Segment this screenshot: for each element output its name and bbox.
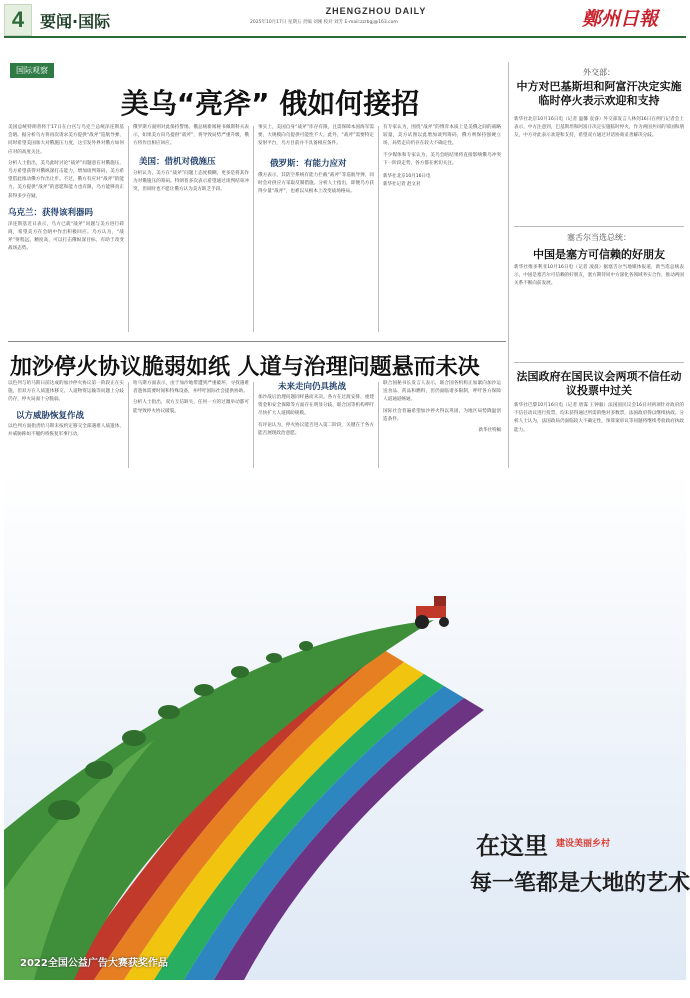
main-paragraph: 分析认为，美方在“战斧”问题上态度模糊，更多是将其作为对俄施压的筹码。特朗普多次表示希望通过谈判结束冲突，但同时也不愿让俄方认为美方缺乏手段。 — [133, 170, 249, 193]
poster-illustration — [4, 470, 686, 980]
gaza-column-3 — [258, 380, 374, 470]
column-divider — [128, 126, 129, 332]
gaza-column-2 — [133, 380, 249, 470]
sidebar-headline[interactable]: 中方对巴基斯坦和阿富汗决定实施临时停火表示欢迎和支持 — [516, 80, 682, 107]
gaza-paragraph: 以色列方面指责哈马斯未按约定移交全部遇难人质遗体，并威胁称如不履约将恢复军事行动。 — [8, 423, 124, 437]
byline: 新华社特稿 — [478, 428, 501, 434]
column-divider — [378, 126, 379, 332]
subheading: 以方威胁恢复作战 — [16, 410, 85, 421]
main-column-4 — [383, 124, 501, 336]
main-paragraph: 有专家认为，围绕“战斧”的博弈本质上是美俄之间的战略较量，美方试图以此增加谈判筹码，俄方则保持强硬立场，局势走向仍存在较大不确定性。 — [383, 125, 501, 147]
subheading: 俄罗斯：有能力应对 — [270, 158, 347, 169]
header-rule — [4, 36, 686, 38]
poster-caption: 2022全国公益广告大赛获奖作品 — [20, 958, 168, 969]
main-paragraph: 俄罗斯方面则对此保持警惕。俄总统新闻秘书佩斯科夫表示，如果美方向乌提供“战斧”，将导致局势严重升级，俄方将作出相应回应。 — [133, 125, 249, 147]
gaza-headline[interactable]: 加沙停火协议脆弱如纸 人道与治理问题悬而未决 — [10, 355, 480, 380]
gaza-paragraph: 哈马斯方面表示，由于加沙地带遭到严重破坏，寻找遇难者遗体需要时间和特殊设备，并呼吁国际社会提供协助。 — [133, 381, 249, 395]
sidebar-body: 新华社北京10月16日电（记者 温馨 袁睿）外交部发言人林剑16日在例行记者会上表示，中方注意到，巴基斯坦和阿富汗决定实施临时停火，作为两国共同的邻国和朋友，中方对此表示欢迎和支持，希望双方通过对话协商妥善解决分歧。 — [514, 117, 684, 139]
sidebar-rule — [514, 226, 684, 227]
gaza-paragraph: 加沙战后治理问题同样悬而未决。各方在过渡安排、重建资金和安全保障等方面存在明显分歧，联合国等机构呼吁尽快扩大人道援助规模。 — [258, 395, 374, 417]
section-tag: 国际观察 — [10, 63, 54, 78]
poster-slogan-line1: 在这里 — [476, 831, 548, 860]
gaza-paragraph: 联合国秘书长发言人表示，联合国各机构正加紧向加沙运送食品、药品和燃料，但仍面临诸多限制，呼吁各方保障人道通道畅通。 — [383, 381, 501, 403]
subheading: 乌克兰：获得该利器吗 — [8, 207, 94, 218]
sidebar-kicker: 外交部： — [583, 68, 615, 77]
sidebar-body: 新华社巴黎10月16日电（记者 唐霁 王钟毅）法国国民议会16日对两项针对政府的不信任动议进行投票，均未获得通过所需的绝对多数票，法国政府得以继续执政。分析人士认为，法国政局仍面临较大不确定性，预算案审议等问题将继续考验政府执政能力。 — [514, 403, 684, 433]
main-paragraph: 分析人士指出，美乌此时讨论“战斧”问题意在对俄施压，乌方希望获得对俄纵深打击能力，增加谈判筹码，美方希望借此推动俄方作出让步。不过，俄方有应对“战斧”的能力，美方提供“战斧”的意愿和能力也有限，乌方能够真正获得多少存疑。 — [8, 160, 124, 199]
main-paragraph: 事实上，美国自身“战斧”库存有限，且需保障本国海军需要，大规模向乌提供可能性不大。此外，“战斧”需要特定发射平台，乌方目前并不具备相应条件。 — [258, 125, 374, 147]
column-divider — [378, 382, 379, 468]
column-divider — [128, 382, 129, 468]
sidebar-headline[interactable]: 法国政府在国民议会两项不信任动议投票中过关 — [516, 370, 682, 397]
paper-name-en: ZHENGZHOU DAILY — [325, 6, 427, 16]
paper-logo: 鄭州日報 — [582, 8, 659, 30]
sidebar-headline[interactable]: 中国是塞方可信赖的好朋友 — [533, 248, 665, 261]
subheading: 未来走向仍具挑战 — [278, 382, 347, 392]
main-column-2 — [133, 124, 249, 336]
gaza-column-1 — [8, 380, 124, 470]
column-divider — [253, 382, 254, 468]
main-paragraph: 不少媒体和专家认为，美乌会晤结果将直接影响俄乌冲突下一阶段走势，各方都在密切关注。 — [383, 152, 501, 166]
page-number: 4 — [4, 4, 32, 36]
main-headline[interactable]: 美乌“亮斧” 俄如何接招 — [120, 87, 420, 120]
main-column-3 — [258, 124, 374, 336]
main-paragraph: 泽连斯基近日表示，乌方已就“战斧”问题与美方进行磋商，希望美方在会晤中作出积极回应。乌方认为，“战斧”射程远、精度高，可以打击俄纵深目标，有助于改变战场态势。 — [8, 221, 124, 252]
sidebar-kicker: 塞舌尔当选总统： — [567, 233, 631, 242]
poster-stamp: 建设美丽乡村 — [556, 839, 611, 849]
sidebar-divider — [508, 62, 509, 468]
section-divider — [8, 341, 506, 342]
gaza-paragraph: 国际社会普遍希望加沙停火得以巩固，为地区局势降温创造条件。 — [383, 408, 501, 422]
poster-slogan-line2: 每一笔都是大地的艺术 — [470, 870, 690, 896]
gaza-paragraph: 分析人士指出，双方互信缺失，任何一方的过激举动都可能导致停火协议破裂。 — [133, 400, 249, 414]
gaza-paragraph: 以色列与哈马斯日前达成的加沙停火协议第一阶段正在实施，但双方在人质遗体移交、人道物资运输等问题上分歧仍存，停火局面十分脆弱。 — [8, 381, 124, 403]
main-column-1 — [8, 124, 124, 336]
main-paragraph: 俄方表示，其防空系统有能力拦截“战斧”等巡航导弹，同时会对供应方采取反制措施。分析人士指出，即便乌方获得少量“战斧”，也难以从根本上改变战场格局。 — [258, 172, 374, 195]
subheading: 美国：借机对俄施压 — [139, 156, 216, 167]
gaza-paragraph: 有评论认为，停火协议能否进入第二阶段，关键在于各方能否展现政治意愿。 — [258, 422, 374, 436]
gaza-column-4 — [383, 380, 501, 470]
sidebar-body: 新华社维多利亚10月16日电（记者 凌晨）据塞舌尔当地媒体报道，新当选总统表示，中国是塞舌尔可信赖的好朋友，塞方期待同中方深化各领域务实合作，推动两国关系不断向前发展。 — [514, 265, 684, 287]
section-title: 要闻·国际 — [40, 12, 111, 31]
column-divider — [253, 126, 254, 332]
main-paragraph: 美国总统特朗普将于17日在白宫与乌克兰总统泽连斯基会晤。据分析乌方将再次请求美方提供“战斧”巡航导弹，同时希望美国加大对俄施压力度，这引发外界对俄方如何应对的高度关注。 — [8, 125, 124, 155]
author-credit: 新华社记者 赵文君 — [383, 182, 421, 188]
edition-info: 2025年10月17日 星期五 责编 刘刚 校对 刘芳 E-mail:zzrbgj@163.com — [250, 20, 398, 25]
byline: 新华社北京10月16日电 — [383, 174, 431, 180]
public-service-poster — [4, 470, 686, 980]
sidebar-rule — [514, 362, 684, 363]
